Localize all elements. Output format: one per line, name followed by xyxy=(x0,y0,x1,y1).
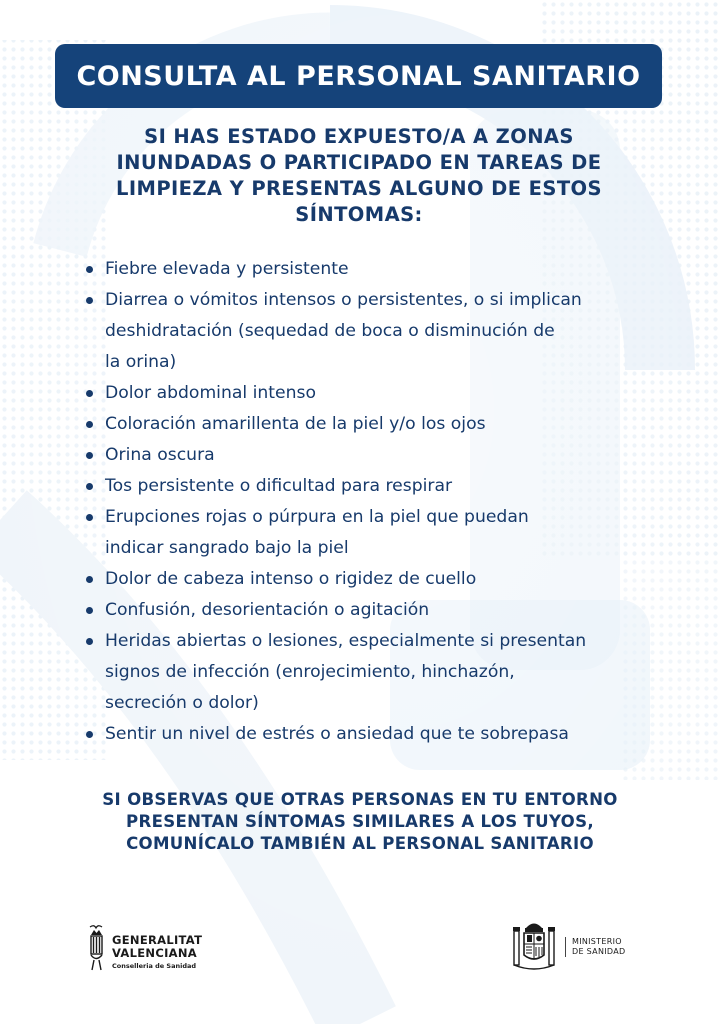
intro-heading xyxy=(95,124,623,228)
intro-line: SÍNTOMAS: xyxy=(295,203,423,226)
generalitat-name-line1: GENERALITAT xyxy=(112,933,203,947)
footer-note-line: PRESENTAN SÍNTOMAS SIMILARES A LOS TUYOS, xyxy=(126,812,594,831)
list-item: Orina oscura xyxy=(80,440,680,471)
bullet-icon xyxy=(86,576,93,583)
generalitat-name-line2: VALENCIANA xyxy=(112,946,197,960)
generalitat-logo xyxy=(86,924,202,974)
list-item: Fiebre elevada y persistente xyxy=(80,254,680,285)
bullet-icon xyxy=(86,266,93,273)
list-item: Erupciones rojas o púrpura en la piel que puedan indicar sangrado bajo la piel xyxy=(80,502,680,564)
bullet-icon xyxy=(86,297,93,304)
intro-line: LIMPIEZA Y PRESENTAS ALGUNO DE ESTOS xyxy=(116,177,602,200)
footer-note xyxy=(80,789,640,855)
bullet-icon xyxy=(86,514,93,521)
footer-note-line: SI OBSERVAS QUE OTRAS PERSONAS EN TU ENTORNO xyxy=(102,790,618,809)
ministerio-name-line2: DE SANIDAD xyxy=(572,947,626,956)
bullet-icon xyxy=(86,638,93,645)
page-title: CONSULTA AL PERSONAL SANITARIO xyxy=(76,60,641,92)
list-item: Sentir un nivel de estrés o ansiedad que te sobrepasa xyxy=(80,719,680,750)
list-item: Heridas abiertas o lesiones, especialmente si presentan signos de infección (enrojecimiento, hinchazón, secreción o dolor) xyxy=(80,626,680,719)
bullet-icon xyxy=(86,483,93,490)
spain-coat-of-arms-icon xyxy=(511,919,557,975)
footer-note-line: COMUNÍCALO TAMBIÉN AL PERSONAL SANITARIO xyxy=(126,834,594,853)
intro-line: INUNDADAS O PARTICIPADO EN TAREAS DE xyxy=(116,151,602,174)
bullet-icon xyxy=(86,452,93,459)
intro-line: SI HAS ESTADO EXPUESTO/A A ZONAS xyxy=(144,125,574,148)
bullet-icon xyxy=(86,731,93,738)
list-item: Diarrea o vómitos intensos o persistentes, o si implican deshidratación (sequedad de boca o disminución de la orina) xyxy=(80,285,680,378)
list-item: Confusión, desorientación o agitación xyxy=(80,595,680,626)
list-item: Tos persistente o dificultad para respirar xyxy=(80,471,680,502)
page-title-banner xyxy=(55,44,662,108)
list-item: Dolor de cabeza intenso o rigidez de cuello xyxy=(80,564,680,595)
coat-of-arms-icon xyxy=(86,924,106,974)
list-item: Dolor abdominal intenso xyxy=(80,378,680,409)
bullet-icon xyxy=(86,390,93,397)
symptom-list xyxy=(80,254,680,750)
bullet-icon xyxy=(86,607,93,614)
generalitat-department: Conselleria de Sanidad xyxy=(112,962,197,970)
bullet-icon xyxy=(86,421,93,428)
list-item: Coloración amarillenta de la piel y/o los ojos xyxy=(80,409,680,440)
ministerio-name-line1: MINISTERIO xyxy=(572,937,622,946)
ministerio-logo xyxy=(511,919,625,975)
